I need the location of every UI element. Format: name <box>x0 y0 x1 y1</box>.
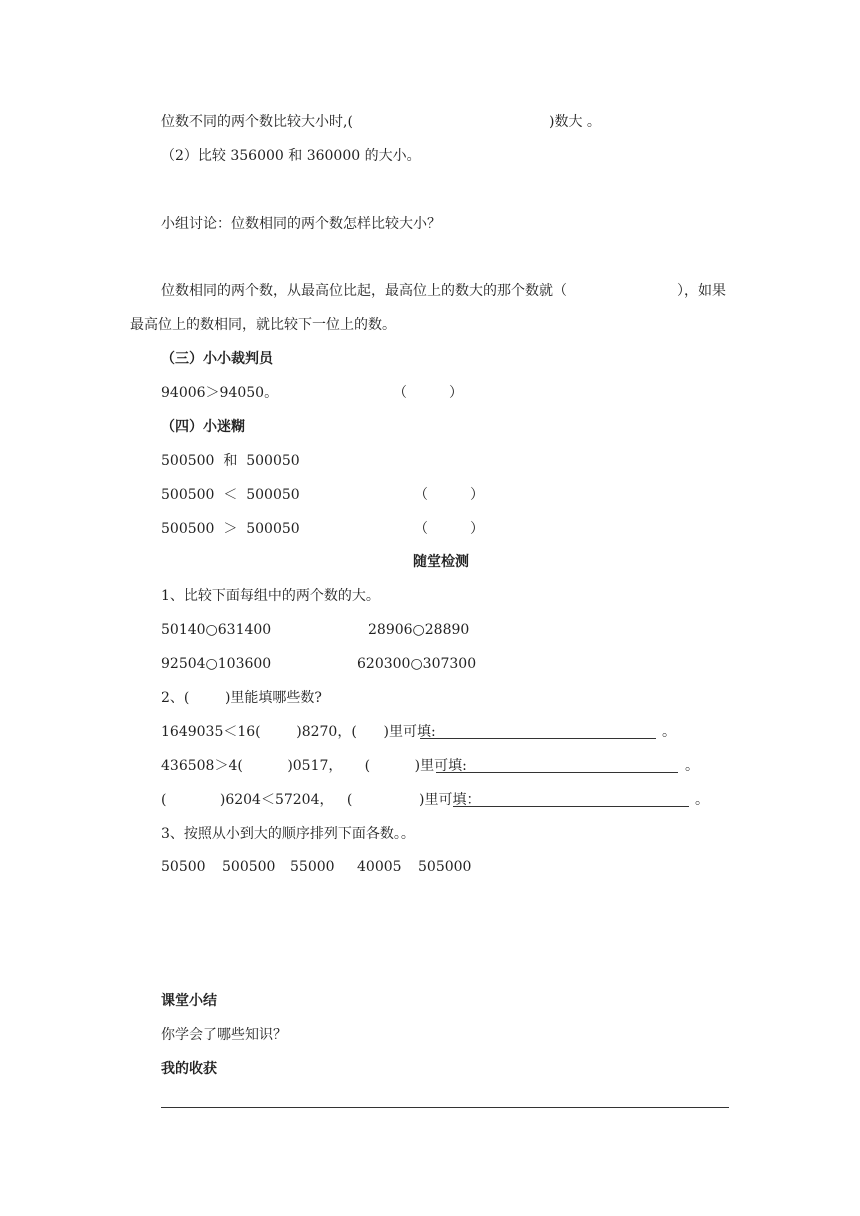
answer-blank: （ ） <box>414 487 484 503</box>
question-line: 3、按照从小到大的顺序排列下面各数。。 <box>161 826 415 842</box>
section-title: 随堂检测 <box>413 554 469 570</box>
compare-item: 50140○631400 <box>161 622 272 638</box>
number-item: 500500 <box>222 859 276 875</box>
comparison-item: 500500 ＞ 500050 <box>161 521 300 537</box>
number-item: 505000 <box>418 859 472 875</box>
discussion-prompt: 小组讨论：位数相同的两个数怎样比较大小？ <box>161 216 441 232</box>
paragraph-line: 位数不同的两个数比较大小时,( <box>161 114 353 130</box>
comparison-item: 500500 ＜ 500050 <box>161 487 300 503</box>
number-item: 50500 <box>161 859 206 875</box>
question-line: 你学会了哪些知识？ <box>161 1027 287 1043</box>
fill-item-end: 。 <box>662 724 676 740</box>
judge-item: 94006＞94050。 <box>161 385 279 401</box>
fill-item-end: 。 <box>685 758 699 774</box>
number-item: 40005 <box>357 859 402 875</box>
answer-line <box>420 738 656 739</box>
question-line: （2）比较 356000 和 360000 的大小。 <box>161 148 421 164</box>
section-heading: 课堂小结 <box>161 993 217 1009</box>
paragraph-line: )数大 。 <box>549 114 601 130</box>
answer-line <box>436 772 678 773</box>
compare-item: 620300○307300 <box>357 656 477 672</box>
answer-blank: （ ） <box>414 521 484 537</box>
question-line: 2、( )里能填哪些数? <box>161 690 322 706</box>
section-heading: （三）小小裁判员 <box>161 351 273 367</box>
fill-item: 1649035＜16( )8270，( )里可填: <box>161 724 436 740</box>
section-heading: 我的收获 <box>161 1061 217 1077</box>
paragraph-line: 最高位上的数相同，就比较下一位上的数。 <box>130 317 396 333</box>
question-line: 1、比较下面每组中的两个数的大。 <box>161 588 380 604</box>
section-heading: （四）小迷糊 <box>161 419 245 435</box>
paragraph-line: 位数相同的两个数，从最高位比起，最高位上的数大的那个数就（ <box>161 283 567 299</box>
answer-line <box>453 806 689 807</box>
answer-blank: （ ） <box>393 385 463 401</box>
fill-item: 436508＞4( )0517， ( )里可填: <box>161 758 467 774</box>
paragraph-line: ），如果 <box>677 283 726 299</box>
compare-item: 92504○103600 <box>161 656 272 672</box>
fill-item-end: 。 <box>695 792 709 808</box>
number-pair: 500500 和 500050 <box>161 453 300 469</box>
number-item: 55000 <box>290 859 335 875</box>
fill-item: ( )6204＜57204， ( )里可填： <box>161 792 481 808</box>
compare-item: 28906○28890 <box>368 622 470 638</box>
answer-line <box>161 1107 729 1108</box>
